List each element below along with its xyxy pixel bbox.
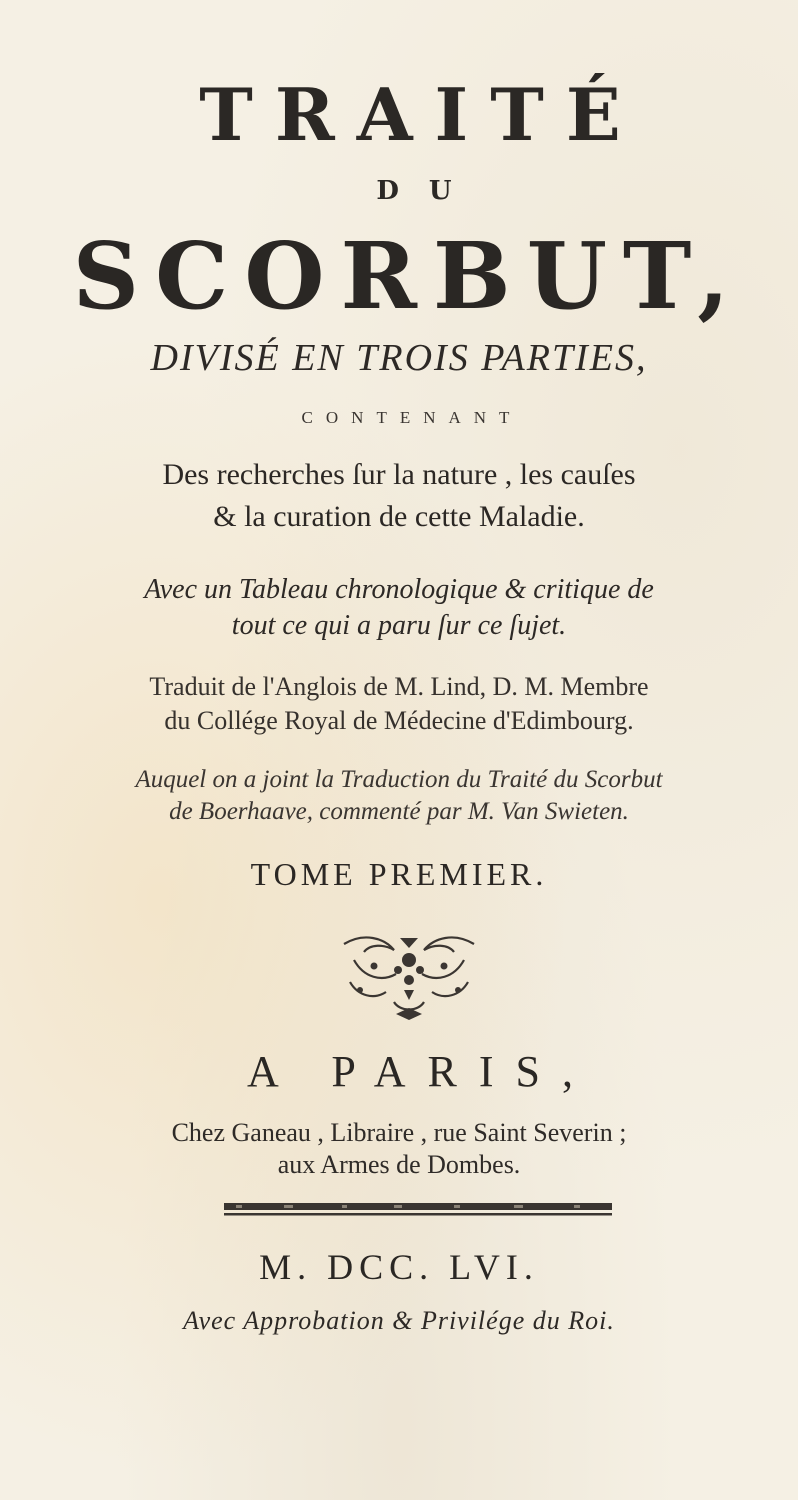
double-rule-divider xyxy=(224,1203,612,1217)
translator-line-1: Traduit de l'Anglois de M. Lind, D. M. Membre xyxy=(149,672,649,701)
tableau-line-1: Avec un Tableau chronologique & critique de xyxy=(144,574,654,605)
volume-label: TOME PREMIER. xyxy=(250,856,548,892)
tableau-line-2: tout ce qui a paru ſur ce ſujet. xyxy=(231,610,567,641)
place-of-publication: A PARIS, xyxy=(246,1047,596,1096)
translator-line-2: du Collége Royal de Médecine d'Edimbourg. xyxy=(164,706,634,735)
publisher-line-2: aux Armes de Dombes. xyxy=(277,1150,521,1179)
addendum-line-1: Auquel on a joint la Traduction du Traité du Scorbut xyxy=(135,766,663,793)
subtitle: DIVISÉ EN TROIS PARTIES, xyxy=(150,337,648,379)
title-word-scorbut: SCORBUT, xyxy=(72,222,746,330)
addendum-line-2: de Boerhaave, commenté par M. Van Swieten. xyxy=(169,798,629,825)
printers-ornament-icon xyxy=(334,930,484,1022)
title-word-traite: TRAITÉ xyxy=(199,72,643,157)
description-line-2: & la curation de cette Maladie. xyxy=(213,500,585,533)
royal-privilege: Avec Approbation & Privilége du Roi. xyxy=(183,1306,615,1335)
title-word-du: DU xyxy=(376,176,482,206)
publisher-line-1: Chez Ganeau , Libraire , rue Saint Severin ; xyxy=(171,1118,627,1147)
publication-date: M. DCC. LVI. xyxy=(259,1247,539,1287)
contenant-label: CONTENANT xyxy=(301,408,523,427)
description-line-1: Des recherches ſur la nature , les cauſes xyxy=(162,458,636,491)
